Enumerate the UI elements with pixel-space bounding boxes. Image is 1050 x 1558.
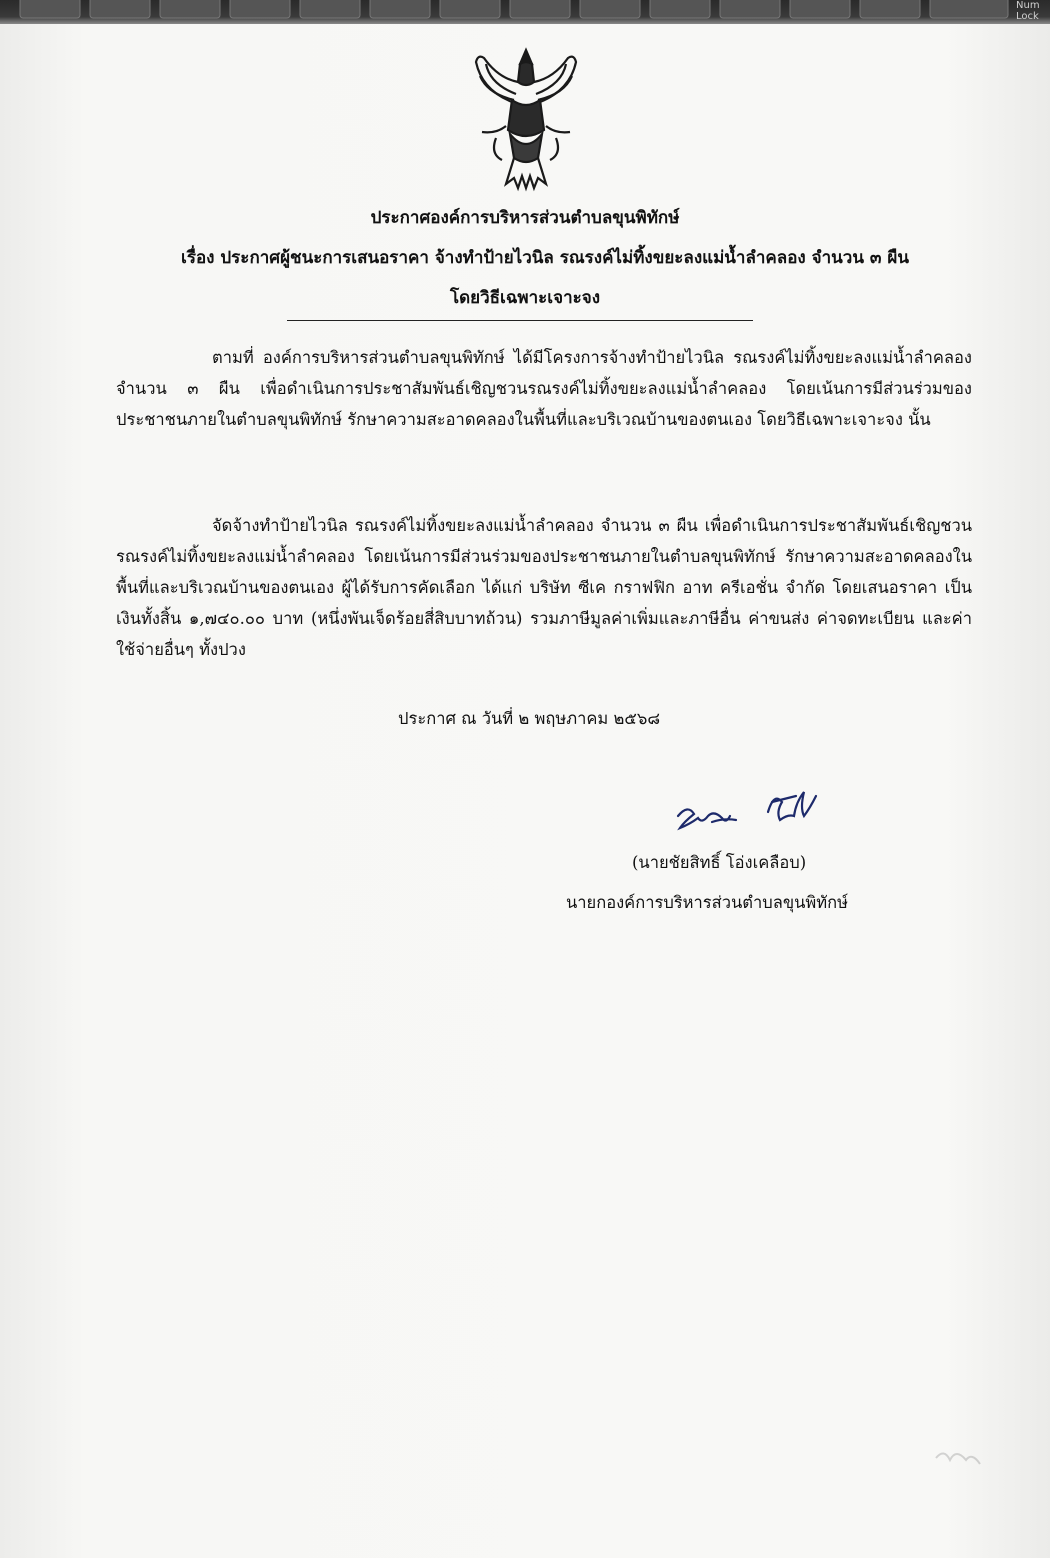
method-line: โดยวิธีเฉพาะเจาะจง — [449, 288, 601, 308]
signer-name: (นายชัยสิทธิ์ โอ่งเคลือบ) — [632, 853, 807, 872]
signer-title: นายกองค์การบริหารส่วนตำบลขุนพิทักษ์ — [566, 893, 849, 912]
keyboard-edge-strip — [0, 0, 1050, 24]
subject-line: เรื่อง ประกาศผู้ชนะการเสนอราคา จ้างทำป้ายไวนิล รณรงค์ไม่ทิ้งขยะลงแม่น้ำลำคลอง จำนวน ๓ ผืน — [181, 248, 909, 268]
paragraph-1: ตามที่ องค์การบริหารส่วนตำบลขุนพิทักษ์ ได้มีโครงการจ้างทำป้ายไวนิล รณรงค์ไม่ทิ้งขยะลงแม่น้ำลำคลอง จำนวน ๓ ผืน เพื่อดำเนินการประชาสัมพันธ์เชิญชวนรณรงค์ไม่ทิ้งขยะลงแม่น้ำลำคลอง โดยเน้นการมีส่วนร่วมของประชาชนภายในตำบลขุนพิทักษ์ รักษาความสะอาดคลองในพื้นที่และบริเวณบ้านของตนเอง โดยวิธีเฉพาะเจาะจง นั้น — [116, 348, 972, 429]
num-lock-key-label: Num Lock — [1016, 0, 1040, 22]
garuda-emblem-icon — [466, 42, 586, 202]
title-underline — [287, 320, 753, 321]
header-title: ประกาศองค์การบริหารส่วนตำบลขุนพิทักษ์ — [370, 208, 680, 228]
paragraph-2: จัดจ้างทำป้ายไวนิล รณรงค์ไม่ทิ้งขยะลงแม่น้ำลำคลอง จำนวน ๓ ผืน เพื่อดำเนินการประชาสัมพันธ์เชิญชวนรณรงค์ไม่ทิ้งขยะลงแม่น้ำลำคลอง โดยเน้นการมีส่วนร่วมของประชาชนภายในตำบลขุนพิทักษ์ รักษาความสะอาดคลองในพื้นที่และบริเวณบ้านของตนเอง ผู้ได้รับการคัดเลือก ได้แก่ บริษัท ซีเค กราฟฟิก อาท ครีเอชั่น จำกัด โดยเสนอราคา เป็นเงินทั้งสิ้น ๑,๗๔๐.๐๐ บาท (หนึ่งพันเจ็ดร้อยสี่สิบบาทถ้วน) รวมภาษีมูลค่าเพิ่มและภาษีอื่น ค่าขนส่ง ค่าจดทะเบียน และค่าใช้จ่ายอื่นๆ ทั้งปวง — [116, 516, 972, 659]
document-page — [0, 24, 1050, 1558]
keyboard-keys-graphic — [0, 0, 1050, 24]
announcement-date: ประกาศ ณ วันที่ ๒ พฤษภาคม ๒๕๖๘ — [398, 709, 661, 728]
paper-stain-mark — [930, 1438, 990, 1468]
handwritten-signature — [672, 772, 852, 842]
